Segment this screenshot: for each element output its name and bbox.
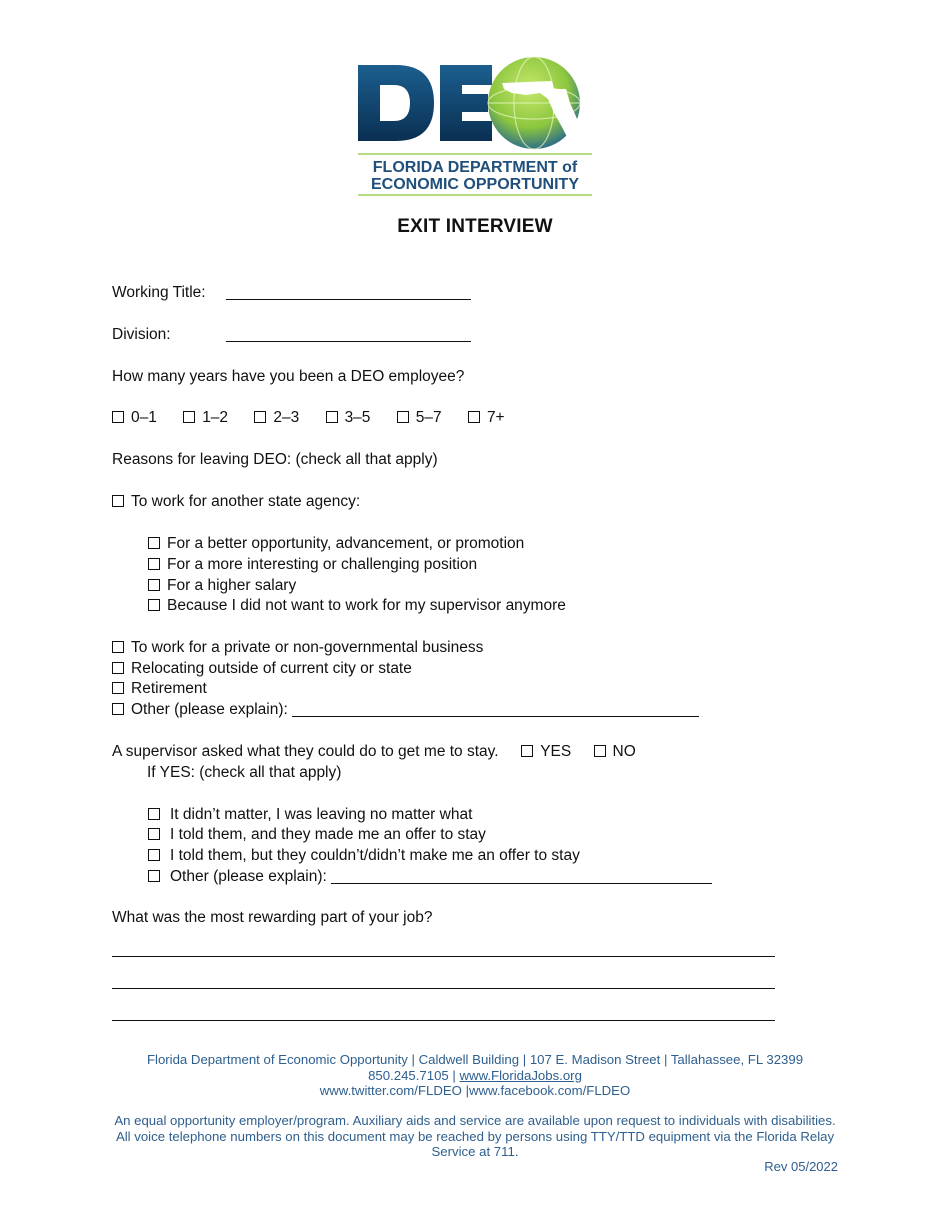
checkbox[interactable] [148, 808, 160, 820]
supervisor-no[interactable] [594, 743, 636, 761]
checkbox[interactable] [112, 703, 124, 715]
checkbox[interactable] [468, 411, 480, 423]
footer-phone-row [0, 1068, 950, 1084]
checkbox[interactable] [148, 537, 160, 549]
checkbox[interactable] [112, 641, 124, 653]
supervisor-question: A supervisor asked what they could do to get me to stay. [112, 743, 499, 760]
checkbox[interactable] [148, 849, 160, 861]
reason-retirement[interactable] [112, 680, 207, 698]
reason-state-agency[interactable] [112, 493, 360, 511]
reason-label: To work for another state agency: [131, 493, 361, 510]
years-options [112, 409, 527, 427]
years-option-5-7[interactable] [397, 409, 442, 427]
logo-line1: FLORIDA DEPARTMENT of [372, 159, 578, 176]
supervisor-yes[interactable] [521, 743, 571, 761]
option-label: 3–5 [344, 409, 371, 426]
footer-eeo-line1: An equal opportunity employer/program. Auxiliary aids and service are available upon request to individuals with disabilities. [114, 1113, 836, 1128]
footer-eeo [0, 1113, 950, 1160]
option-label: 2–3 [273, 409, 300, 426]
reason-label: To work for a private or non-governmental business [131, 639, 484, 656]
supervisor-option-offer[interactable] [148, 826, 486, 844]
option-label: 7+ [486, 409, 505, 426]
revision-label: Rev 05/2022 [764, 1159, 838, 1174]
footer-eeo-line2: All voice telephone numbers on this document may be reached by persons using TTY/TTD equipment via the Florida Relay [115, 1128, 835, 1144]
rewarding-question: What was the most rewarding part of your job? [112, 909, 433, 926]
years-option-0-1[interactable] [112, 409, 157, 427]
division-row [112, 326, 471, 344]
deo-logo-graphic [356, 55, 594, 197]
option-label: I told them, and they made me an offer to stay [170, 826, 486, 843]
checkbox[interactable] [148, 828, 160, 840]
checkbox[interactable] [148, 599, 160, 611]
reason-label: For a better opportunity, advancement, or promotion [167, 535, 525, 552]
checkbox[interactable] [521, 745, 533, 757]
supervisor-question-row [112, 743, 658, 761]
footer-contact [0, 1052, 950, 1099]
reason-other-field[interactable] [292, 702, 699, 717]
option-label: It didn’t matter, I was leaving no matter what [170, 806, 473, 823]
rewarding-answer-line-3[interactable] [112, 1020, 775, 1021]
checkbox[interactable] [326, 411, 338, 423]
division-field[interactable] [226, 327, 471, 342]
reason-label: Retirement [131, 680, 207, 697]
division-label: Division: [112, 326, 171, 343]
reason-label: Because I did not want to work for my supervisor anymore [167, 597, 566, 614]
option-label: Other (please explain): [170, 868, 327, 885]
reason-sub-opportunity[interactable] [148, 535, 524, 553]
option-label: YES [540, 743, 572, 760]
checkbox[interactable] [112, 662, 124, 674]
years-option-1-2[interactable] [183, 409, 228, 427]
rewarding-answer-line-1[interactable] [112, 956, 775, 957]
working-title-field[interactable] [226, 285, 471, 300]
option-label: 5–7 [415, 409, 442, 426]
supervisor-other-field[interactable] [331, 869, 712, 884]
reason-other[interactable] [112, 701, 699, 719]
rewarding-answer-line-2[interactable] [112, 988, 775, 989]
checkbox[interactable] [112, 495, 124, 507]
supervisor-option-no-offer[interactable] [148, 847, 580, 865]
checkbox[interactable] [183, 411, 195, 423]
if-yes-label: If YES: (check all that apply) [147, 764, 342, 781]
footer-eeo-line3: Service at 711. [431, 1144, 519, 1159]
reason-private-business[interactable] [112, 639, 483, 657]
footer-social: www.twitter.com/FLDEO |www.facebook.com/FLDEO [319, 1083, 631, 1098]
footer-address: Florida Department of Economic Opportunity | Caldwell Building | 107 E. Madison Street | Tallahassee, FL 32399 [146, 1052, 804, 1067]
working-title-row [112, 284, 471, 302]
option-label: 1–2 [202, 409, 229, 426]
checkbox[interactable] [397, 411, 409, 423]
checkbox[interactable] [148, 579, 160, 591]
reason-relocating[interactable] [112, 660, 412, 678]
option-label: NO [612, 743, 636, 760]
reason-label: Relocating outside of current city or state [131, 660, 412, 677]
checkbox[interactable] [594, 745, 606, 757]
reason-label: For a higher salary [167, 577, 297, 594]
working-title-label: Working Title: [112, 284, 206, 301]
logo-line2: ECONOMIC OPPORTUNITY [370, 176, 580, 193]
supervisor-option-other[interactable] [148, 868, 712, 886]
years-question: How many years have you been a DEO employee? [112, 368, 465, 385]
years-option-7-plus[interactable] [468, 409, 505, 427]
years-option-2-3[interactable] [254, 409, 299, 427]
option-label: I told them, but they couldn’t/didn’t make me an offer to stay [170, 847, 580, 864]
reason-sub-supervisor[interactable] [148, 597, 566, 615]
checkbox[interactable] [148, 558, 160, 570]
reason-sub-salary[interactable] [148, 577, 296, 595]
checkbox[interactable] [112, 411, 124, 423]
footer-phone: 850.245.7105 | [368, 1067, 456, 1083]
deo-logo [356, 55, 594, 197]
years-option-3-5[interactable] [326, 409, 371, 427]
reason-sub-interesting[interactable] [148, 556, 477, 574]
footer-website-link[interactable]: www.FloridaJobs.org [459, 1067, 582, 1083]
supervisor-option-no-matter[interactable] [148, 806, 472, 824]
page-title: EXIT INTERVIEW [397, 216, 553, 237]
checkbox[interactable] [148, 870, 160, 882]
reason-label: For a more interesting or challenging position [167, 556, 478, 573]
reason-label: Other (please explain): [131, 701, 288, 718]
checkbox[interactable] [254, 411, 266, 423]
checkbox[interactable] [112, 682, 124, 694]
option-label: 0–1 [131, 409, 157, 426]
reasons-question: Reasons for leaving DEO: (check all that apply) [112, 451, 438, 468]
